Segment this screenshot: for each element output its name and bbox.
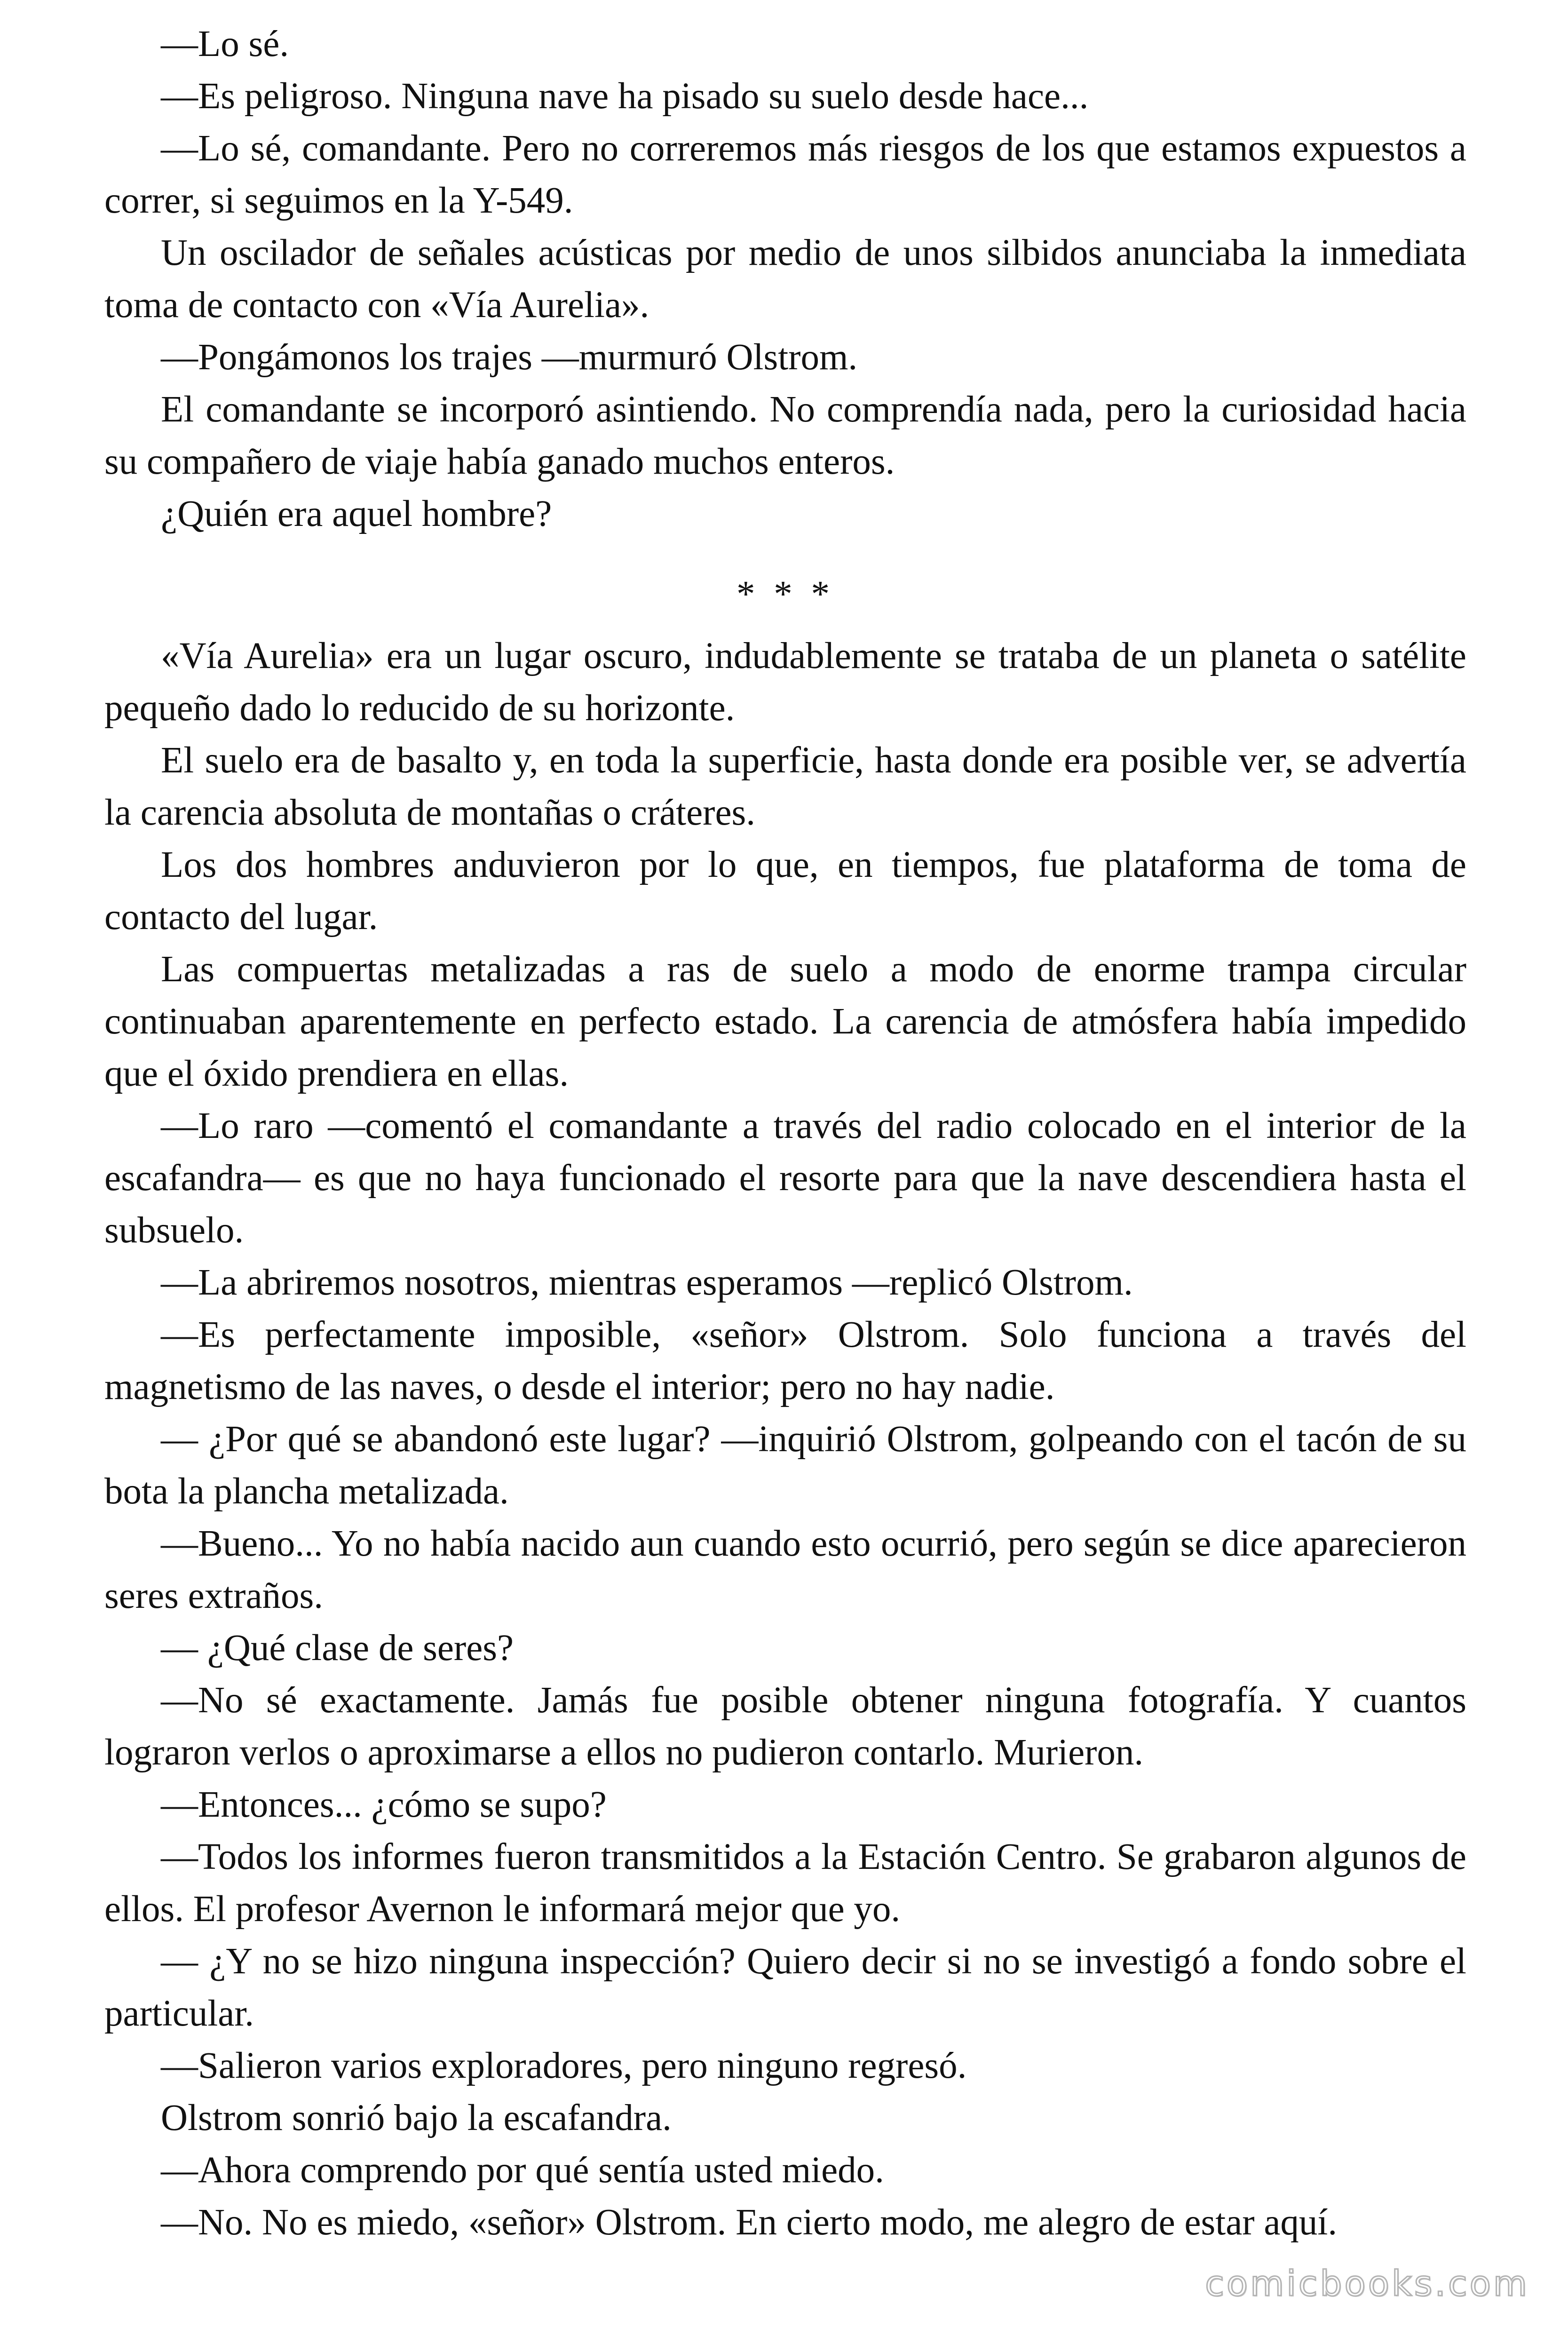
- paragraph: —Lo sé.: [161, 24, 289, 64]
- paragraph: El suelo era de basalto y, en toda la superficie, hasta donde era posible ver, se advertía la carencia absoluta de montañas o cráteres.: [104, 740, 1466, 833]
- paragraph: —Pongámonos los trajes —murmuró Olstrom.: [161, 337, 858, 378]
- paragraph: —Es peligroso. Ninguna nave ha pisado su suelo desde hace...: [161, 76, 1089, 117]
- watermark: comicbooks.com: [1205, 2264, 1529, 2304]
- paragraph: —Entonces... ¿cómo se supo?: [161, 1784, 607, 1825]
- paragraph: —Ahora comprendo por qué sentía usted miedo.: [161, 2150, 884, 2191]
- paragraph: ¿Quién era aquel hombre?: [161, 493, 552, 534]
- paragraph: —Es perfectamente imposible, «señor» Olstrom. Solo funciona a través del magnetismo de las naves, o desde el interior; pero no hay nadie.: [104, 1314, 1466, 1407]
- body-text: [104, 18, 1466, 2249]
- paragraph: Olstrom sonrió bajo la escafandra.: [161, 2098, 672, 2138]
- paragraph: — ¿Qué clase de seres?: [161, 1628, 514, 1669]
- paragraph: «Vía Aurelia» era un lugar oscuro, indudablemente se trataba de un planeta o satélite pequeño dado lo reducido de su horizonte.: [104, 636, 1466, 729]
- paragraph: Un oscilador de señales acústicas por medio de unos silbidos anunciaba la inmediata toma de contacto con «Vía Aurelia».: [104, 232, 1466, 326]
- paragraph: —No sé exactamente. Jamás fue posible obtener ninguna fotografía. Y cuantos lograron verlos o aproximarse a ellos no pudieron contarlo. Murieron.: [104, 1680, 1466, 1773]
- paragraph: — ¿Por qué se abandonó este lugar? —inquirió Olstrom, golpeando con el tacón de su bota la plancha metalizada.: [104, 1419, 1466, 1512]
- section-separator: * * *: [736, 574, 834, 615]
- paragraph: El comandante se incorporó asintiendo. No comprendía nada, pero la curiosidad hacia su compañero de viaje había ganado muchos enteros.: [104, 389, 1466, 482]
- paragraph: —Salieron varios exploradores, pero ninguno regresó.: [161, 2045, 967, 2086]
- paragraph: Las compuertas metalizadas a ras de suelo a modo de enorme trampa circular continuaban aparentemente en perfecto estado. La carencia de atmósfera había impedido que el óxido prendiera en ellas.: [104, 949, 1466, 1094]
- paragraph: —Bueno... Yo no había nacido aun cuando esto ocurrió, pero según se dice aparecieron seres extraños.: [104, 1523, 1466, 1616]
- paragraph: —Todos los informes fueron transmitidos a la Estación Centro. Se grabaron algunos de ellos. El profesor Avernon le informará mejor que yo.: [104, 1836, 1466, 1930]
- paragraph: —La abriremos nosotros, mientras esperamos —replicó Olstrom.: [161, 1262, 1133, 1303]
- paragraph: — ¿Y no se hizo ninguna inspección? Quiero decir si no se investigó a fondo sobre el particular.: [104, 1941, 1466, 2034]
- paragraph: —Lo sé, comandante. Pero no correremos más riesgos de los que estamos expuestos a correr, si seguimos en la Y-549.: [104, 128, 1466, 221]
- paragraph: Los dos hombres anduvieron por lo que, en tiempos, fue plataforma de toma de contacto del lugar.: [104, 844, 1466, 938]
- paragraph: —No. No es miedo, «señor» Olstrom. En cierto modo, me alegro de estar aquí.: [161, 2202, 1338, 2243]
- paragraph: —Lo raro —comentó el comandante a través del radio colocado en el interior de la escafandra— es que no haya funcionado el resorte para que la nave descendiera hasta el subsuelo.: [104, 1105, 1466, 1251]
